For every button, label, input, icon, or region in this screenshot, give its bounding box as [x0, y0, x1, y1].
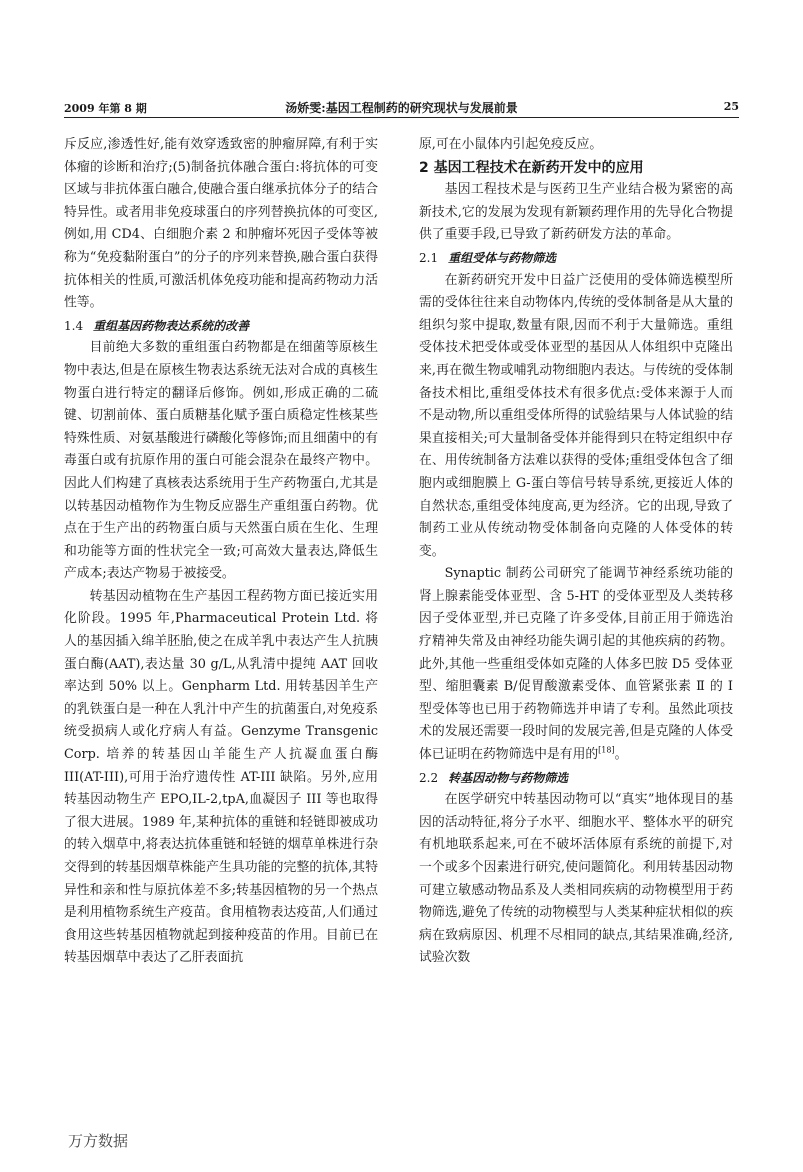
section-number: 1.4 — [64, 318, 84, 333]
paragraph-text: Synaptic 制药公司研究了能调节神经系统功能的肾上腺素能受体亚型、含 5-HT 的受体亚型及人类转移因子受体亚型,并已克隆了许多受体,目前正用于筛选治疗精神失常及由神经功能失调引起的其他疾病的药物。此外,其他一些重组受体如克隆的人体多巴胺 D5 受体亚型、缩胆囊素 B/促胃酸激素受体、血管紧张素 Ⅱ 的 Ⅰ 型受体等也已用于药物筛选并申请了专利。虽然此项技术的发展还需要一段时间的发展完善,但是克隆的人体受体已证明在药物筛选中是有用的 — [419, 566, 733, 763]
left-column — [64, 134, 378, 970]
paragraph: 基因工程技术是与医药卫生产业结合极为紧密的高新技术,它的发展为发现有新颖药理作用的先导化合物提供了重要手段,已导致了新药研发方法的革命。 — [419, 182, 733, 243]
section-heading-1-4 — [64, 315, 378, 338]
citation-ref: [18] — [598, 745, 615, 755]
section-heading-2: 2 基因工程技术在新药开发中的应用 — [419, 159, 644, 176]
section-title: 重组基因药物表达系统的改善 — [93, 318, 250, 333]
page-number: 25 — [723, 100, 739, 113]
section-number: 2.2 — [419, 770, 439, 785]
paragraph — [419, 563, 733, 766]
paragraph: 在新药研究开发中日益广泛使用的受体筛选模型所需的受体往往来自动物体内,传统的受体制备是从大量的组织匀浆中提取,数量有限,因而不利于大量筛选。重组受体技术把受体或受体亚型的基因从人体组织中克隆出来,再在微生物或哺乳动物细胞内表达。与传统的受体制备技术相比,重组受体技术有很多优点:受体来源于人而不是动物,所以重组受体所得的试验结果与人体试验的结果直接相关;可大量制备受体并能得到只在特定组织中存在、用传统制备方法难以获得的受体;重组受体包含了细胞内或细胞膜上 G-蛋白等信号转导系统,更接近人体的自然状态,重组受体纯度高,更为经济。它的出现,导致了制药工业从传统动物受体制备向克隆的人体受体的转变。 — [419, 272, 733, 559]
section-heading-2-2 — [419, 767, 733, 790]
section-heading-2-1 — [419, 247, 733, 270]
right-column — [419, 134, 733, 970]
paragraph: 斥反应,渗透性好,能有效穿透致密的肿瘤屏障,有利于实体瘤的诊断和治疗;(5)制备抗体融合蛋白:将抗体的可变区域与非抗体蛋白融合,使融合蛋白继承抗体分子的结合特异性。或者用非免疫球蛋白的序列替换抗体的可变区,例如,用 CD4、白细胞介素 2 和肿瘤坏死因子受体等被称为“免疫黏附蛋白”的分子的序列来替换,融合蛋白获得抗体相关的性质,可激活机体免疫功能和提高药物动力活性等。 — [64, 137, 378, 311]
running-title: 汤娇雯:基因工程制药的研究现状与发展前景 — [285, 101, 518, 115]
paragraph: 原,可在小鼠体内引起免疫反应。 — [419, 137, 603, 152]
watermark-text: 万方数据 — [68, 1132, 129, 1150]
paragraph: 转基因动植物在生产基因工程药物方面已接近实用化阶段。1995 年,Pharmaceutical Protein Ltd. 将人的基因插入绵羊胚胎,使之在成羊乳中表达产生人抗胰蛋白酶(AAT),表达量 30 g/L,从乳清中提纯 AAT 回收率达到 50% 以上。Genpharm Ltd. 用转基因羊生产的乳铁蛋白是一种在人乳汁中产生的抗菌蛋白,对免疫系统受损病人或化疗病人有益。Genzyme Transgenic Corp. 培养的转基因山羊能生产人抗凝血蛋白酶 III(AT-III),可用于治疗遗传性 AT-III 缺陷。另外,应用转基因动物生产 EPO,IL-2,tpA,血凝因子 III 等也取得了很大进展。1989 年,某种抗体的重链和轻链即被成功的转入烟草中,将表达抗体重链和轻链的烟草单株进行杂交得到的转基因烟草株能产生具功能的完整的抗体,其特异性和亲和性与原抗体差不多;转基因植物的另一个热点是利用植物系统生产疫苗。食用植物表达疫苗,人们通过食用这些转基因植物就起到接种疫苗的作用。目前已在转基因烟草中表达了乙肝表面抗 — [64, 588, 378, 966]
running-header — [64, 96, 739, 122]
section-title: 重组受体与药物筛选 — [448, 250, 557, 265]
section-number: 2.1 — [419, 250, 439, 265]
journal-issue: 2009 年第 8 期 — [64, 102, 147, 115]
section-title: 转基因动物与药物筛选 — [448, 770, 569, 785]
paragraph: 在医学研究中转基因动物可以“真实”地体现目的基因的活动特征,将分子水平、细胞水平、整体水平的研究有机地联系起来,可在不破坏活体原有系统的前提下,对一个或多个因素进行研究,使问题简化。利用转基因动物可建立敏感动物品系及人类相同疾病的动物模型用于药物筛选,避免了传统的动物模型与人类某种症状相似的疾病在致病原因、机理不尽相同的缺点,其结果准确,经济,试验次数 — [419, 792, 733, 966]
paragraph: 目前绝大多数的重组蛋白药物都是在细菌等原核生物中表达,但是在原核生物表达系统无法对合成的真核生物蛋白进行特定的翻译后修饰。例如,形成正确的二硫键、切割前体、蛋白质糖基化赋予蛋白质稳定性核某些特殊性质、对氨基酸进行磷酸化等修饰;而且细菌中的有毒蛋白或有抗原作用的蛋白可能会混杂在最终产物中。因此人们构建了真核表达系统用于生产药物蛋白,尤其是以转基因动植物作为生物反应器生产重组蛋白药物。优点在于生产出的药物蛋白质与天然蛋白质在生化、生理和功能等方面的性状完全一致;可高效大量表达,降低生产成本;表达产物易于被接受。 — [64, 340, 378, 582]
header-rule — [64, 117, 739, 118]
paragraph-end: 。 — [614, 747, 628, 763]
